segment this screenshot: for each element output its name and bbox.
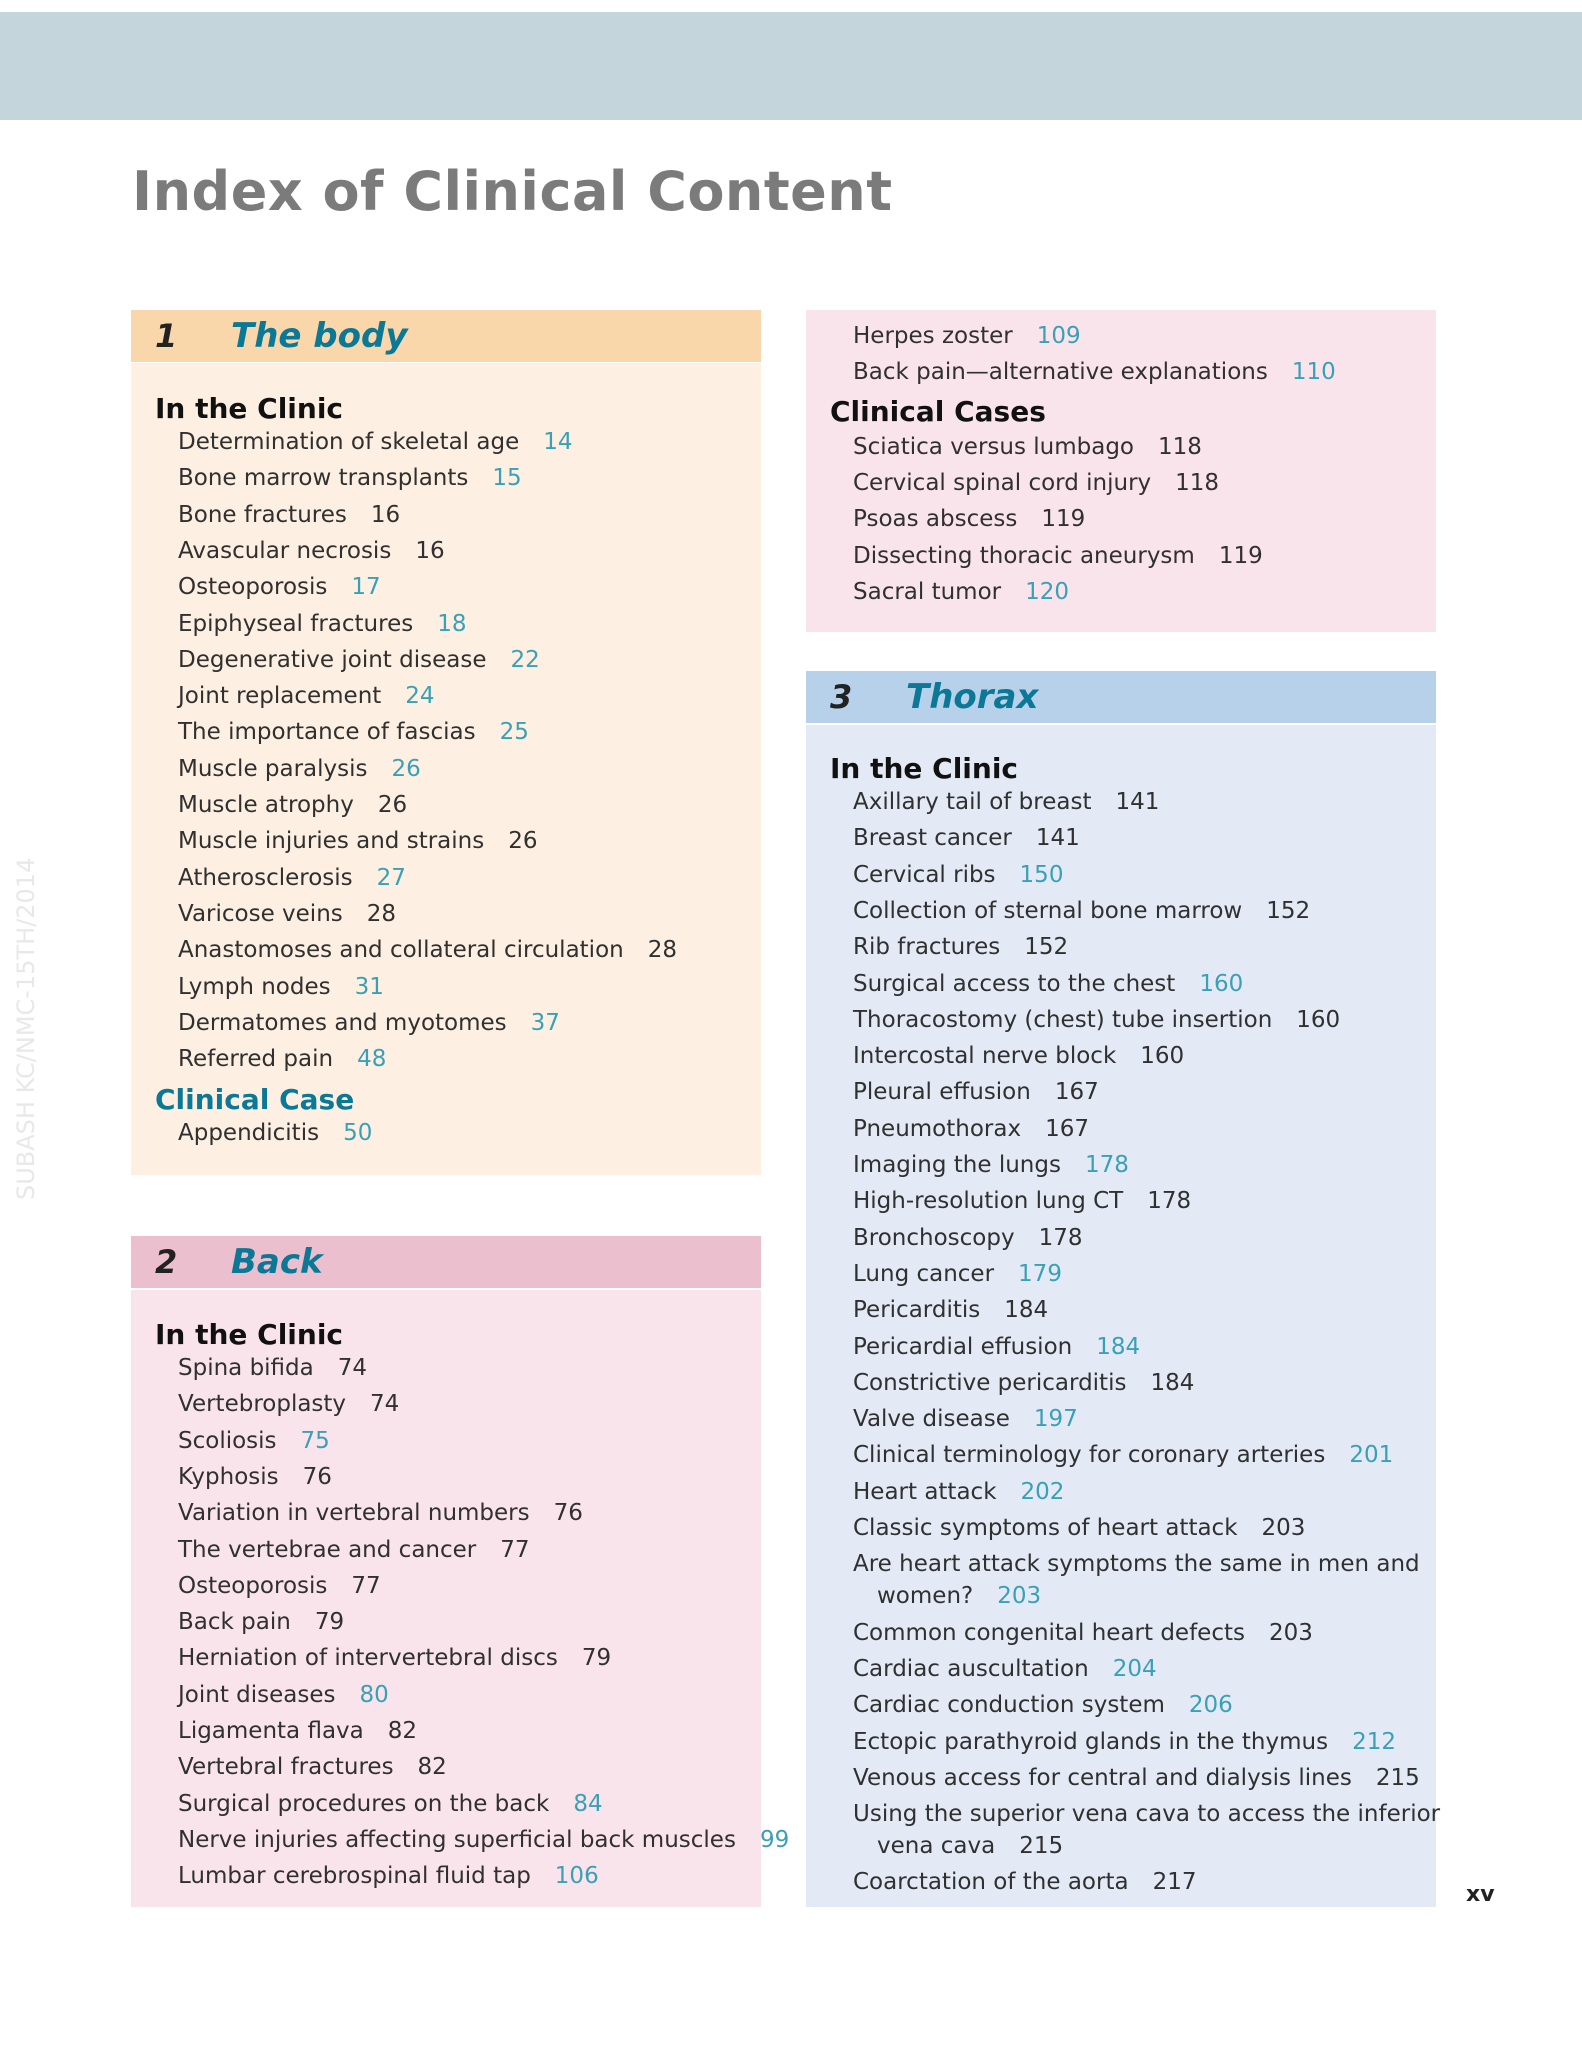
entry-text: Pleural effusion — [853, 1079, 1031, 1106]
entry-text-continued: vena cava — [877, 1833, 996, 1860]
entry-text: Bone fractures — [178, 501, 347, 528]
index-entry — [178, 462, 522, 494]
chapter-title: Back — [231, 1242, 323, 1282]
index-entry — [853, 1258, 1062, 1290]
entry-text: Appendicitis — [178, 1120, 320, 1147]
index-entry — [853, 467, 1219, 499]
index-entry — [853, 540, 1263, 572]
entry-text: Bronchoscopy — [853, 1224, 1015, 1251]
index-entry — [853, 1866, 1196, 1898]
page-ref-link[interactable]: 184 — [1150, 1369, 1195, 1396]
index-entry — [178, 971, 384, 1003]
entry-text: Lymph nodes — [178, 973, 331, 1000]
section-heading: Clinical Case — [155, 1083, 355, 1117]
page-ref-link[interactable]: 106 — [554, 1863, 599, 1890]
entry-text: Degenerative joint disease — [178, 646, 487, 673]
entry-text: Are heart attack symptoms the same in men and — [853, 1551, 1420, 1578]
entry-text: Surgical procedures on the back — [178, 1790, 550, 1817]
entry-text: Cardiac conduction system — [853, 1692, 1165, 1719]
entry-text: Thoracostomy (chest) tube insertion — [853, 1006, 1273, 1033]
index-entry — [853, 859, 1063, 891]
index-entry — [178, 825, 538, 857]
entry-text: Venous access for central and dialysis lines — [853, 1764, 1352, 1791]
entry-text: Kyphosis — [178, 1463, 279, 1490]
chapter-title: The body — [231, 316, 408, 356]
entry-text: Atherosclerosis — [178, 864, 353, 891]
entry-text: Vertebroplasty — [178, 1391, 347, 1418]
entry-text: The vertebrae and cancer — [178, 1536, 477, 1563]
entry-text: Vertebral fractures — [178, 1754, 394, 1781]
entry-text: The importance of fascias — [178, 719, 476, 746]
page-ref-link[interactable]: 167 — [1054, 1079, 1099, 1106]
index-entry — [178, 1788, 603, 1820]
section-heading: In the Clinic — [155, 1318, 344, 1351]
index-entry — [853, 895, 1310, 927]
page-ref-link[interactable]: 152 — [1024, 934, 1069, 961]
index-entry — [178, 1461, 332, 1493]
index-entry — [178, 1352, 367, 1384]
page-ref-link[interactable]: 202 — [1020, 1478, 1065, 1505]
index-entry — [178, 1117, 372, 1149]
index-entry — [853, 1689, 1233, 1721]
chapter-1-header — [131, 310, 761, 362]
index-entry — [178, 1751, 447, 1783]
index-entry — [178, 535, 445, 567]
section-heading: In the Clinic — [830, 752, 1019, 785]
entry-text: Psoas abscess — [853, 506, 1018, 533]
entry-text: Herpes zoster — [853, 323, 1013, 349]
section-heading: In the Clinic — [155, 392, 344, 425]
entry-text: Osteoporosis — [178, 1572, 328, 1599]
page-ref-link[interactable]: 37 — [530, 1009, 560, 1036]
page-ref-link[interactable]: 16 — [415, 537, 445, 564]
entry-text: Sacral tumor — [853, 578, 1002, 605]
page-ref-link[interactable]: 160 — [1140, 1043, 1185, 1070]
index-entry — [178, 644, 540, 676]
index-entry — [853, 822, 1080, 854]
entry-text: Constrictive pericarditis — [853, 1369, 1127, 1396]
page-ref-link[interactable]: 17 — [351, 574, 381, 601]
page-ref-link[interactable]: 26 — [508, 828, 538, 855]
page-ref-link[interactable]: 75 — [300, 1427, 330, 1454]
page-title: Index of Clinical Content — [132, 160, 893, 223]
page-ref-link[interactable]: 206 — [1188, 1692, 1233, 1719]
page-ref-link[interactable]: 25 — [499, 719, 529, 746]
page-ref-link[interactable]: 27 — [376, 864, 406, 891]
entry-text: Herniation of intervertebral discs — [178, 1645, 558, 1672]
page-ref-link[interactable]: 99 — [759, 1826, 790, 1853]
page-ref-link[interactable]: 109 — [1036, 323, 1081, 349]
index-entry — [853, 576, 1069, 608]
page-ref-link[interactable]: 179 — [1018, 1260, 1062, 1287]
page-ref-link[interactable]: 204 — [1112, 1655, 1157, 1682]
page-ref-link[interactable]: 184 — [1096, 1333, 1141, 1360]
page-ref-link[interactable]: 110 — [1291, 359, 1336, 386]
page-ref-link[interactable]: 15 — [492, 465, 522, 492]
entry-text: Joint diseases — [178, 1681, 336, 1708]
page-ref-link[interactable]: 26 — [377, 792, 408, 818]
chapter-number: 3 — [830, 678, 853, 716]
entry-text: Dermatomes and myotomes — [178, 1009, 507, 1036]
entry-text: Common congenital heart defects — [853, 1619, 1245, 1646]
entry-text: Joint replacement — [178, 683, 382, 710]
page-ref-link[interactable]: 119 — [1041, 506, 1086, 533]
page-ref-link[interactable]: 197 — [1033, 1406, 1078, 1433]
entry-text: High-resolution lung CT — [853, 1188, 1124, 1215]
page-ref-link[interactable]: 26 — [391, 755, 421, 782]
entry-text: Muscle paralysis — [178, 755, 368, 782]
page-ref-link[interactable]: 141 — [1035, 825, 1080, 852]
page-ref-link[interactable]: 74 — [370, 1391, 400, 1418]
entry-text: Coarctation of the aorta — [853, 1869, 1129, 1896]
entry-text: Clinical terminology for coronary arteries — [853, 1442, 1326, 1469]
index-entry — [853, 1040, 1184, 1072]
index-entry — [853, 968, 1243, 1000]
section-heading: Clinical Cases — [830, 394, 1046, 428]
page-ref-link[interactable]: 82 — [417, 1754, 447, 1781]
index-entry — [853, 1548, 1420, 1612]
chapter-3-header — [806, 671, 1436, 723]
entry-text: Varicose veins — [178, 900, 343, 927]
entry-text: Classic symptoms of heart attack — [853, 1515, 1238, 1541]
page-ref-link[interactable]: 24 — [405, 683, 435, 710]
page-ref-link[interactable]: 76 — [302, 1463, 332, 1490]
entry-text: Pneumothorax — [853, 1115, 1022, 1142]
index-entry — [853, 1149, 1129, 1181]
page-ref-link[interactable]: 79 — [581, 1645, 612, 1672]
index-entry — [178, 898, 396, 930]
page-ref-link[interactable]: 212 — [1352, 1728, 1396, 1755]
page-ref-link[interactable]: 203 — [1268, 1619, 1313, 1646]
entry-text: Variation in vertebral numbers — [178, 1500, 530, 1527]
index-entry — [178, 1824, 789, 1856]
index-entry — [853, 1076, 1099, 1108]
page-ref-link[interactable]: 160 — [1296, 1006, 1341, 1033]
entry-text: Imaging the lungs — [853, 1152, 1061, 1178]
entry-text: Axillary tail of breast — [853, 789, 1092, 815]
index-entry — [853, 1403, 1078, 1435]
index-entry — [178, 1043, 386, 1075]
page-ref-link[interactable]: 28 — [366, 900, 397, 927]
index-entry — [853, 1476, 1064, 1508]
page-ref-link[interactable]: 80 — [359, 1681, 389, 1708]
index-entry — [178, 1679, 389, 1711]
index-entry — [178, 934, 677, 966]
entry-text: Pericarditis — [853, 1297, 981, 1324]
index-entry — [178, 1642, 611, 1674]
index-entry — [853, 1367, 1194, 1399]
entry-text: Anastomoses and collateral circulation — [178, 937, 624, 964]
entry-text: Avascular necrosis — [178, 537, 392, 564]
index-entry — [853, 786, 1159, 818]
index-entry — [178, 1388, 399, 1420]
page-ref-link[interactable]: 167 — [1045, 1115, 1089, 1142]
watermark: SUBASH KC/NMC-15TH/2014 — [12, 857, 40, 1200]
entry-text: Ectopic parathyroid glands in the thymus — [853, 1728, 1329, 1755]
chapter-title: Thorax — [906, 677, 1039, 717]
index-entry — [178, 499, 400, 531]
entry-text-continued: women? — [877, 1583, 974, 1610]
entry-text: Determination of skeletal age — [178, 429, 520, 455]
entry-text: Using the superior vena cava to access the inferior — [853, 1801, 1441, 1828]
page-ref-link[interactable]: 74 — [337, 1355, 368, 1381]
chapter-number: 1 — [155, 317, 178, 355]
page-ref-link[interactable]: 118 — [1158, 433, 1202, 460]
index-entry — [178, 1425, 330, 1457]
index-entry — [853, 1113, 1089, 1145]
page-ref-link[interactable]: 118 — [1175, 469, 1220, 496]
index-entry — [853, 1439, 1393, 1471]
index-entry — [853, 1798, 1440, 1862]
index-entry — [853, 503, 1085, 535]
index-entry — [853, 320, 1081, 352]
entry-text: Referred pain — [178, 1046, 334, 1073]
page-ref-link[interactable]: 215 — [1019, 1833, 1064, 1860]
index-entry — [853, 1653, 1157, 1685]
entry-text: Nerve injuries affecting superficial back muscles — [178, 1826, 736, 1853]
index-entry — [853, 931, 1068, 963]
page-ref-link[interactable]: 152 — [1266, 897, 1311, 924]
index-entry — [178, 753, 421, 785]
index-entry — [178, 1715, 417, 1747]
index-entry — [178, 862, 406, 894]
page-ref-link[interactable]: 203 — [1261, 1515, 1306, 1541]
index-entry — [853, 1512, 1305, 1544]
page-ref-link[interactable]: 217 — [1152, 1869, 1197, 1896]
index-entry — [853, 1617, 1313, 1649]
index-entry — [853, 1222, 1083, 1254]
page-ref-link[interactable]: 160 — [1199, 970, 1244, 997]
page-ref-link[interactable]: 84 — [573, 1790, 603, 1817]
index-entry — [853, 431, 1202, 463]
index-entry — [178, 716, 529, 748]
page-ref-link[interactable]: 178 — [1038, 1224, 1083, 1251]
entry-text: Cardiac auscultation — [853, 1655, 1089, 1682]
entry-text: Pericardial effusion — [853, 1333, 1073, 1360]
index-entry — [853, 1004, 1340, 1036]
entry-text: Lumbar cerebrospinal fluid tap — [178, 1863, 531, 1890]
entry-text: Spina bifida — [178, 1355, 314, 1381]
index-entry — [178, 1534, 530, 1566]
index-entry — [178, 680, 435, 712]
index-entry — [178, 1860, 599, 1892]
index-entry — [853, 1331, 1140, 1363]
index-entry — [178, 571, 381, 603]
page-ref-link[interactable]: 201 — [1349, 1442, 1394, 1469]
index-entry — [178, 1570, 381, 1602]
page-ref-link[interactable]: 50 — [343, 1120, 373, 1147]
chapter-number: 2 — [155, 1243, 178, 1281]
index-entry — [178, 789, 407, 821]
entry-text: Back pain—alternative explanations — [853, 359, 1268, 386]
entry-text: Bone marrow transplants — [178, 465, 469, 492]
entry-text: Cervical ribs — [853, 861, 996, 888]
entry-text: Valve disease — [853, 1406, 1010, 1433]
entry-text: Cervical spinal cord injury — [853, 469, 1152, 496]
page-ref-link[interactable]: 184 — [1004, 1297, 1049, 1324]
page-ref-link[interactable]: 150 — [1019, 861, 1064, 888]
page-ref-link[interactable]: 203 — [997, 1583, 1042, 1610]
page-ref-link[interactable]: 178 — [1084, 1152, 1129, 1178]
page-ref-link[interactable]: 76 — [553, 1500, 583, 1527]
page-number: xv — [1466, 1882, 1495, 1907]
page-ref-link[interactable]: 31 — [354, 973, 384, 1000]
page-ref-link[interactable]: 16 — [370, 501, 401, 528]
entry-text: Osteoporosis — [178, 574, 328, 601]
page-ref-link[interactable]: 28 — [647, 937, 678, 964]
index-entry — [853, 1726, 1396, 1758]
entry-text: Scoliosis — [178, 1427, 277, 1454]
index-entry — [178, 608, 467, 640]
entry-text: Breast cancer — [853, 825, 1012, 852]
entry-text: Collection of sternal bone marrow — [853, 897, 1243, 924]
index-entry — [178, 426, 573, 458]
page-ref-link[interactable]: 119 — [1218, 542, 1263, 569]
page-ref-link[interactable]: 79 — [314, 1609, 345, 1636]
page-ref-link[interactable]: 77 — [351, 1572, 381, 1599]
entry-text: Ligamenta flava — [178, 1718, 364, 1744]
entry-text: Back pain — [178, 1609, 291, 1636]
entry-text: Intercostal nerve block — [853, 1043, 1117, 1070]
index-entry — [853, 1185, 1191, 1217]
page-ref-link[interactable]: 141 — [1115, 789, 1160, 815]
entry-text: Rib fractures — [853, 934, 1001, 961]
page-ref-link[interactable]: 18 — [437, 610, 467, 637]
chapter-2-header — [131, 1236, 761, 1288]
page-ref-link[interactable]: 215 — [1375, 1764, 1420, 1791]
page-ref-link[interactable]: 77 — [500, 1536, 530, 1563]
entry-text: Muscle atrophy — [178, 792, 354, 818]
page-ref-link[interactable]: 48 — [357, 1046, 387, 1073]
page-ref-link[interactable]: 22 — [510, 646, 540, 673]
entry-text: Dissecting thoracic aneurysm — [853, 542, 1195, 569]
index-entry — [178, 1007, 560, 1039]
entry-text: Heart attack — [853, 1478, 997, 1505]
index-entry — [853, 1762, 1420, 1794]
index-entry — [178, 1606, 344, 1638]
top-band — [0, 12, 1582, 120]
entry-text: Muscle injuries and strains — [178, 828, 485, 855]
page-ref-link[interactable]: 178 — [1147, 1188, 1192, 1215]
entry-text: Epiphyseal fractures — [178, 610, 414, 637]
page-ref-link[interactable]: 120 — [1025, 578, 1070, 605]
entry-text: Surgical access to the chest — [853, 970, 1176, 997]
index-entry — [853, 1294, 1048, 1326]
index-entry — [178, 1497, 583, 1529]
page-ref-link[interactable]: 82 — [387, 1718, 418, 1744]
page-ref-link[interactable]: 14 — [543, 429, 573, 455]
entry-text: Lung cancer — [853, 1260, 995, 1287]
index-entry — [853, 356, 1336, 388]
entry-text: Sciatica versus lumbago — [853, 433, 1134, 460]
